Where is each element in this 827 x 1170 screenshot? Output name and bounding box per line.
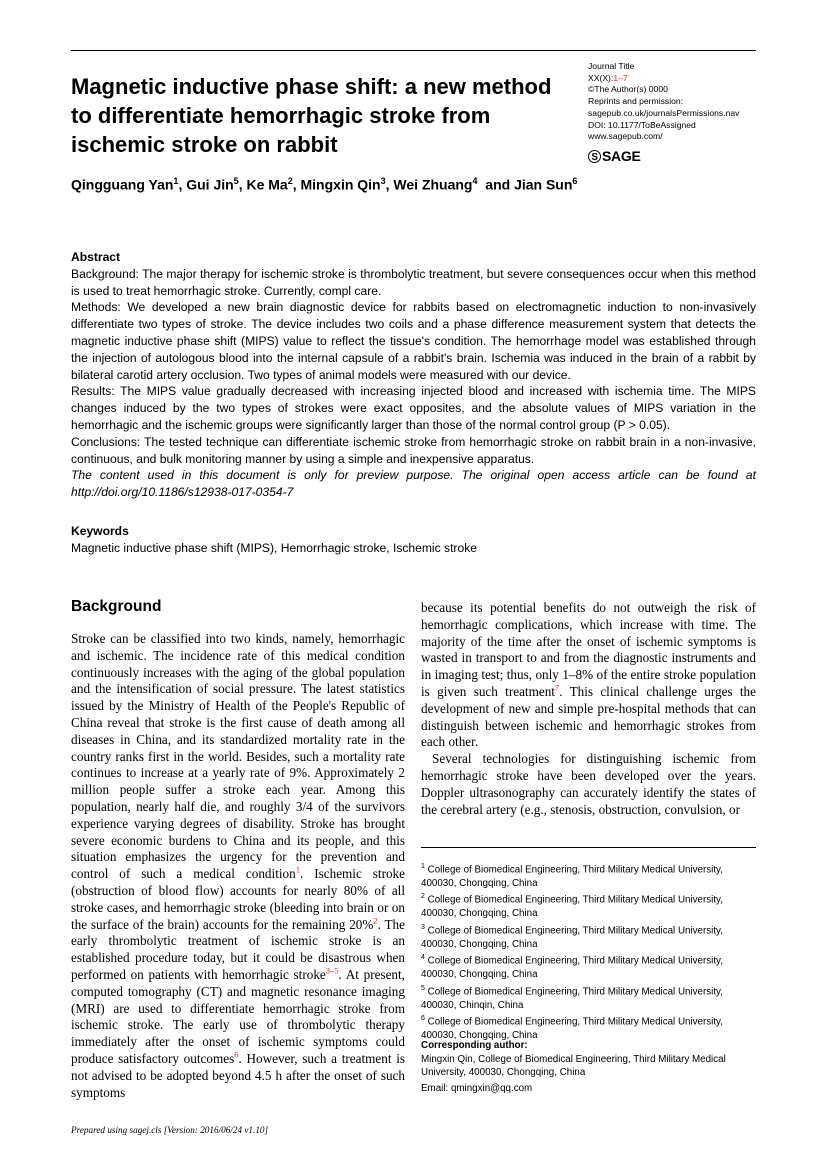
author-name: Gui Jin <box>186 176 234 193</box>
keywords-text: Magnetic inductive phase shift (MIPS), Hemorrhagic stroke, Ischemic stroke <box>71 540 477 555</box>
corresponding-email[interactable]: Email: qmingxin@qq.com <box>421 1082 533 1094</box>
page-range-link[interactable]: 1–7 <box>613 72 628 83</box>
copyright: ©The Author(s) 0000 <box>588 84 668 95</box>
page-footer: Prepared using sagej.cls [Version: 2016/06/24 v1.10] <box>71 1125 269 1135</box>
author-affiliation-mark: 3 <box>380 176 386 186</box>
affiliation-footnote <box>421 921 756 951</box>
citation-link[interactable]: 2 <box>373 915 378 926</box>
affiliation-footnote <box>421 860 756 890</box>
citation-link[interactable]: 6 <box>234 1049 239 1060</box>
sage-logo-text: SAGE <box>602 148 641 164</box>
sage-s-icon: S <box>588 150 601 163</box>
background-paragraph-cont <box>421 600 756 751</box>
abstract-background: Background: The major therapy for ischemic stroke is thrombolytic treatment, but severe consequences occur when this method is used to treat hemorrhagic stroke. Currently, compl care. <box>71 266 756 298</box>
footnote-number: 4 <box>421 954 425 962</box>
author-affiliation-mark: 6 <box>572 176 578 186</box>
background-paragraph <box>71 631 405 1101</box>
author-separator: and <box>477 176 515 193</box>
doi: DOI: 10.1177/ToBeAssigned <box>588 119 696 130</box>
abstract <box>71 249 756 501</box>
top-rule <box>71 50 756 51</box>
footnote-number: 1 <box>421 863 425 870</box>
footnote-text: College of Biomedical Engineering, Third Military Medical University, 400030, Chinqin, China <box>421 986 723 1011</box>
keywords <box>71 523 756 556</box>
author-affiliation-mark: 4 <box>472 176 478 186</box>
footnote-text: College of Biomedical Engineering, Third Military Medical University, 400030, Chongqing, China <box>421 864 723 889</box>
keywords-heading: Keywords <box>71 524 129 538</box>
abstract-methods: Methods: We developed a new brain diagnostic device for rabbits based on electromagnetic induction to non-invasively differentiate two types of stroke. The device includes two coils and a phase difference measurement system that detects the magnetic inductive phase shift (MIPS) value to reflect the tissue's condition. The hemorrhage model was established through the injection of autologous blood into the internal capsule of a rabbit's brain. Ischemia was induced in the brain of a rabbit by bilateral carotid artery occlusion. Two types of animal models were measured with our device. <box>71 300 756 382</box>
abstract-conclusions: Conclusions: The tested technique can differentiate ischemic stroke from hemorrhagic stroke on rabbit brain in a non-invasive, continuous, and bulk monitoring manner by using a simple and inexpensive apparatus. <box>71 434 756 466</box>
author-separator: , <box>178 176 187 193</box>
abstract-results: Results: The MIPS value gradually decreased with increasing injected blood and increased with ischemia time. The MIPS changes induced by the two types of strokes were exact opposites, and the absolute values of MIPS variation in the hemorrhagic and the ischemic groups were significantly larger than those of the normal control group (P > 0.05). <box>71 384 756 432</box>
author-name: Jian Sun <box>514 176 573 193</box>
corresponding-text: Mingxin Qin, College of Biomedical Engineering, Third Military Medical University, 400030, Chongqing, China <box>421 1053 726 1079</box>
author-name: Wei Zhuang <box>393 176 473 193</box>
affiliation-footnote <box>421 951 756 981</box>
author-separator: , <box>292 176 301 193</box>
right-column <box>421 600 756 818</box>
section-heading-background: Background <box>71 598 162 615</box>
sage-logo <box>588 148 640 164</box>
footnote-text: College of Biomedical Engineering, Third Military Medical University, 400030, Chongqing, China <box>421 894 723 920</box>
author-affiliation-mark: 1 <box>173 176 179 186</box>
citation-link[interactable]: 7 <box>554 682 560 693</box>
footnote-number: 2 <box>421 893 425 901</box>
journal-meta <box>588 61 763 143</box>
reprints-url: sagepub.co.uk/journalsPermissions.nav <box>588 107 740 118</box>
preview-note: The content used in this document is only for preview purpose. The original open access article can be found at http://doi.org/10.1186/s12938-017-0354-7 <box>71 468 756 500</box>
affiliation-footnote <box>421 982 756 1012</box>
website: www.sagepub.com/ <box>588 131 663 142</box>
corresponding-author <box>421 1039 761 1095</box>
footnote-text: College of Biomedical Engineering, Third Military Medical University, 400030, Chongqing, China <box>421 1016 723 1042</box>
corresponding-label: Corresponding author: <box>421 1040 528 1051</box>
author-separator: , <box>238 176 247 193</box>
text-run: Stroke can be classified into two kinds, namely, hemorrhagic and ischemic. The incidence rate of this medical condition continuously increases with the aging of the global population and the intensification of social pressure. The latest statistics issued by the Ministry of Health of the People's Republic of China reveal that stroke is the first cause of death among all diseases in China, and its standardized mortality rate in the country ranks first in the world. Besides, such a mortality rate continues to increase at a yearly rate of 9%. Approximately 2 million people suffer a stroke each year. Among this population, nearly half die, and roughly 3/4 of the survivors experience varying degrees of disability. Stroke has brought severe economic burdens to China and its people, and this situation emphasizes the urgency for the prevention and control of such a medical condition <box>71 631 405 882</box>
author-affiliation-mark: 2 <box>287 176 293 186</box>
technologies-paragraph: Several technologies for distinguishing ischemic from hemorrhagic stroke have been developed over the years. Doppler ultrasonography can accurately identify the states of the cerebral artery (e.g., stenosis, obstruction, convulsion, or <box>421 751 756 817</box>
text-run: . However, such a treatment is not advised to be adopted beyond 4.5 h after the onset of such symptoms <box>71 1050 405 1100</box>
paper-title: Magnetic inductive phase shift: a new method to differentiate hemorrhagic stroke from ischemic stroke on rabbit <box>71 74 552 157</box>
footnote-number: 6 <box>421 1015 425 1023</box>
text-run: . This clinical challenge urges the development of new and simple pre-hospital methods that can distinguish between ischemic and hemorrhagic strokes from each other. <box>421 683 756 750</box>
text-run: . The early thrombolytic treatment of ischemic stroke is an established procedure today, but it could be disastrous when performed on patients with hemorrhagic stroke <box>71 916 406 982</box>
footnote-text: College of Biomedical Engineering, Third Military Medical University, 400030, Chongqing, China <box>421 925 723 950</box>
footnote-number: 5 <box>421 984 425 992</box>
text-run: . At present, computed tomography (CT) and magnetic resonance imaging (MRI) are used to differentiate hemorrhagic stroke from ischemic stroke. The early use of thrombolytic therapy immediately after the onset of ischemic symptoms could produce satisfactory outcomes <box>71 966 405 1066</box>
citation-link[interactable]: 1 <box>295 864 300 875</box>
footnote-rule <box>421 847 756 848</box>
author-name: Ke Ma <box>246 176 288 193</box>
affiliation-footnotes <box>421 860 756 1043</box>
text-run: . Ischemic stroke (obstruction of blood flow) accounts for nearly 80% of all stroke cases, and hemorrhagic stroke (bleeding into brain or on the surface of the brain) accounts for the remaining 20% <box>71 866 406 932</box>
text-run: because its potential benefits do not outweigh the risk of hemorrhagic complications, which increase with time. The majority of the time after the onset of ischemic symptoms is wasted in transport to and from the diagnostic instruments and in imaging test; thus, only 1–8% of the entire stroke population is given such treatment <box>421 600 756 699</box>
volume-prefix: XX(X): <box>588 72 614 83</box>
footnote-text: College of Biomedical Engineering, Third Military Medical University, 400030, Chongqing, China <box>421 955 723 981</box>
author-name: Mingxin Qin <box>300 176 381 193</box>
author-affiliation-mark: 5 <box>233 176 239 186</box>
author-list <box>71 176 761 193</box>
author-separator: , <box>385 176 394 193</box>
abstract-heading: Abstract <box>71 250 121 264</box>
reprints-label: Reprints and permission: <box>588 96 684 107</box>
author-name: Qingguang Yan <box>71 176 174 193</box>
journal-title: Journal Title <box>588 61 635 71</box>
volume-line <box>588 73 763 85</box>
left-column <box>71 631 405 1101</box>
affiliation-footnote <box>421 890 756 920</box>
citation-link[interactable]: 3–5 <box>325 965 339 976</box>
footnote-number: 3 <box>421 923 425 931</box>
